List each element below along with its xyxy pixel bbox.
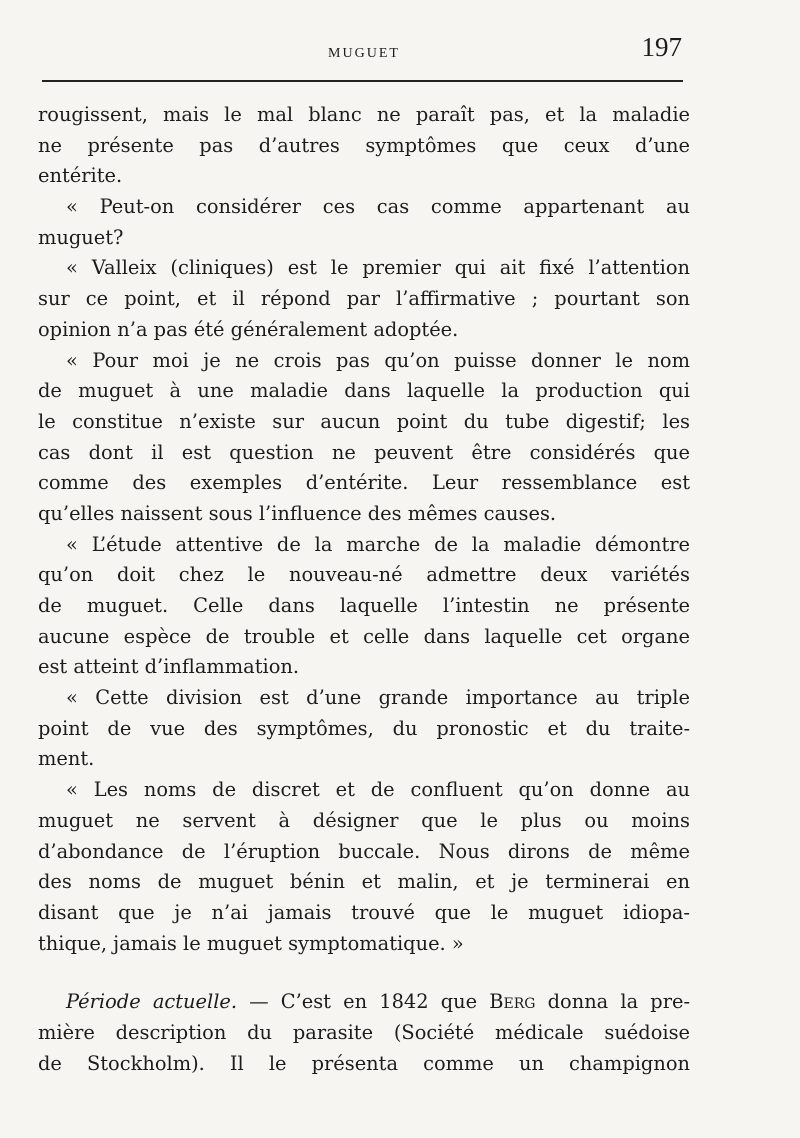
text-line: le constitue n’existe sur aucun point du tube digestif; les [38, 409, 690, 433]
text-line: ne présente pas d’autres symptômes que ceux d’une [38, 133, 690, 157]
final-paragraph-text: donna la pre- [535, 990, 691, 1014]
text-line: entérite. [38, 164, 123, 188]
text-line: muguet ne servent à désigner que le plus ou moins [38, 808, 690, 832]
text-line: rougissent, mais le mal blanc ne paraît pas, et la maladie [38, 103, 690, 126]
text-line: disant que je n’ai jamais trouvé que le muguet idiopa- [38, 900, 690, 924]
text-line: « Cette division est d’une grande importance au triple [66, 686, 690, 710]
text-line: cas dont il est question ne peuvent être considérés que [38, 440, 690, 464]
text-line: qu’on doit chez le nouveau-né admettre deux variétés [38, 563, 690, 587]
page-header [42, 32, 686, 66]
running-title: MUGUET [328, 46, 400, 61]
text-line: muguet? [38, 225, 124, 249]
text-line: mière description du parasite (Société médicale suédoise [38, 1020, 690, 1044]
text-line: de muguet. Celle dans laquelle l’intestin ne présente [38, 594, 690, 617]
page-number: 197 [641, 32, 682, 62]
text-line: d’abondance de l’éruption buccale. Nous dirons de même [38, 839, 690, 863]
body-text [38, 100, 690, 1079]
text-line: opinion n’a pas été généralement adoptée. [38, 317, 459, 341]
text-line: « Les noms de discret et de confluent qu’on donne au [66, 778, 690, 802]
header-rule [42, 80, 683, 82]
text-line: qu’elles naissent sous l’influence des mêmes causes. [38, 501, 557, 525]
text-line: des noms de muguet bénin et malin, et je terminerai en [38, 870, 690, 894]
text-line: aucune espèce de trouble et celle dans laquelle cet organe [38, 624, 690, 648]
text-line: « Valleix (cliniques) est le premier qui ait fixé l’attention [66, 256, 690, 280]
text-line: « Peut-on considérer ces cas comme appartenant au [66, 195, 690, 219]
section-heading: Période actuelle. [66, 990, 238, 1014]
text-line: de muguet à une maladie dans laquelle la production qui [38, 379, 690, 403]
text-line: ment. [38, 747, 95, 771]
text-line: sur ce point, et il répond par l’affirmative ; pourtant son [38, 287, 690, 311]
text-line: thique, jamais le muguet symptomatique. » [38, 931, 464, 955]
text-line: de Stockholm). Il le présenta comme un champignon [38, 1051, 690, 1075]
paragraph-gap [38, 959, 690, 987]
text-line: comme des exemples d’entérite. Leur ressemblance est [38, 471, 690, 495]
final-paragraph-first-line [38, 987, 690, 1018]
author-name: Berg [489, 990, 536, 1014]
final-paragraph-text: — C’est en 1842 que [249, 990, 478, 1014]
text-line: « L’étude attentive de la marche de la maladie démontre [66, 532, 690, 556]
text-line: « Pour moi je ne crois pas qu’on puisse donner le nom [66, 348, 690, 372]
text-line: est atteint d’inflammation. [38, 655, 300, 679]
text-line: point de vue des symptômes, du pronostic et du traite- [38, 716, 690, 740]
